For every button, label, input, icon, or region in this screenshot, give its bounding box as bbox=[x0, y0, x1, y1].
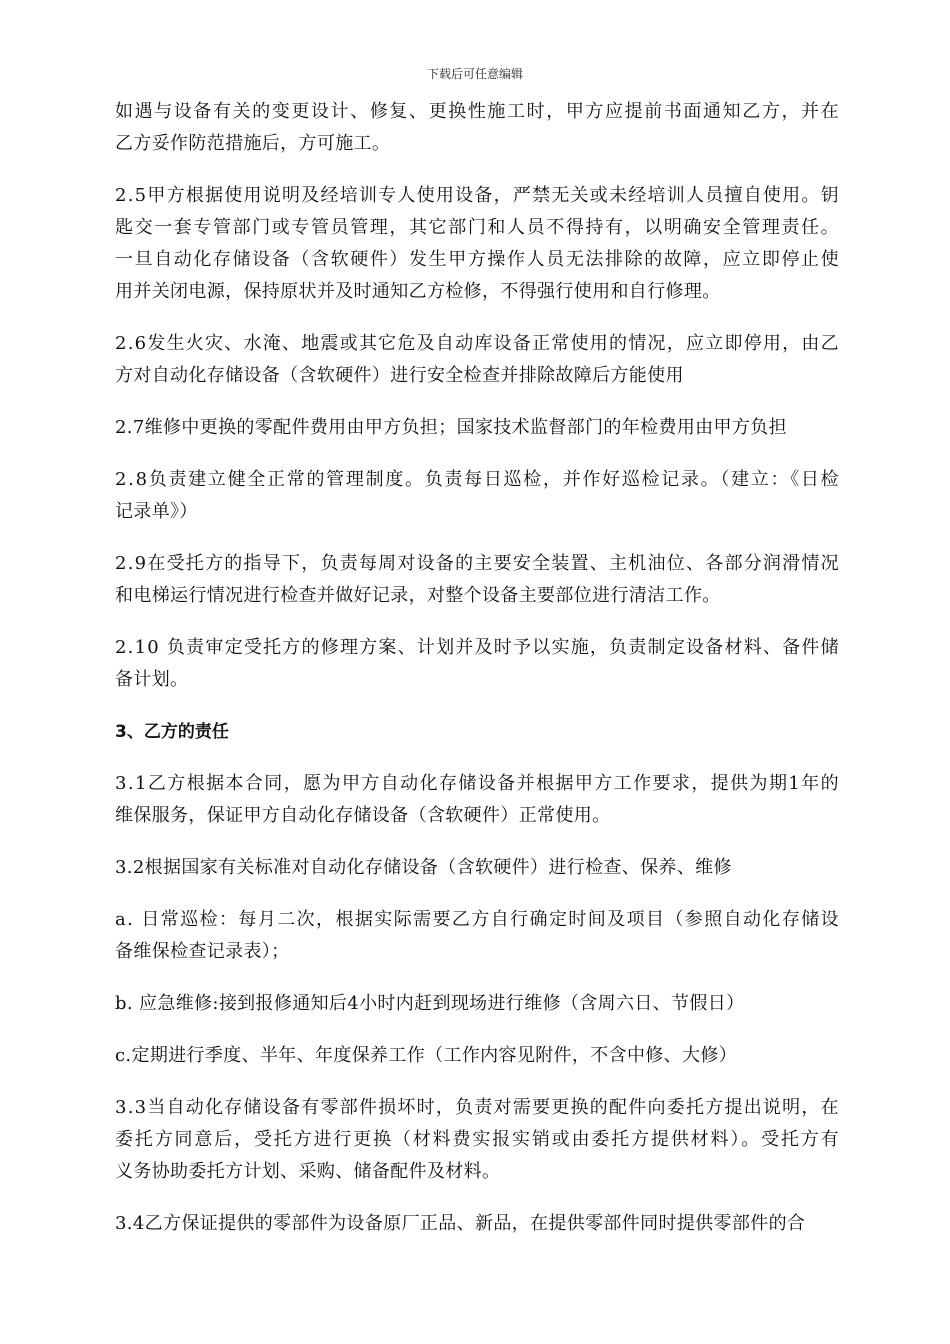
text-line: 匙交一套专管部门或专管员管理，其它部门和人员不得持有，以明确安全管理责任。 bbox=[115, 217, 841, 238]
text-line: 3.4乙方保证提供的零部件为设备原厂正品、新品，在提供零部件同时提供零部件的合 bbox=[115, 1213, 806, 1234]
paragraph bbox=[115, 988, 839, 1020]
paragraph bbox=[115, 412, 839, 444]
paragraph bbox=[115, 1092, 839, 1188]
paragraph bbox=[115, 1040, 839, 1072]
paragraph bbox=[115, 180, 839, 308]
text-line: 备计划。 bbox=[115, 669, 189, 690]
text-line: 记录单》） bbox=[115, 501, 198, 522]
text-line: 和电梯运行情况进行检查并做好记录，对整个设备主要部位进行清洁工作。 bbox=[115, 585, 721, 606]
paragraph bbox=[115, 464, 839, 528]
paragraph bbox=[115, 548, 839, 612]
paragraph bbox=[115, 852, 839, 884]
text-line: 3.3当自动化存储设备有零部件损坏时，负责对需要更换的配件向委托方提出说明，在 bbox=[115, 1097, 840, 1118]
text-line: 2.7维修中更换的零配件费用由甲方负担；国家技术监督部门的年检费用由甲方负担 bbox=[115, 417, 787, 438]
text-line: 委托方同意后，受托方进行更换（材料费实报实销或由委托方提供材料）。受托方有 bbox=[115, 1129, 841, 1150]
page-header-note: 下载后可任意编辑 bbox=[426, 67, 523, 81]
text-line: 3.2根据国家有关标准对自动化存储设备（含软硬件）进行检查、保养、维修 bbox=[115, 857, 732, 878]
text-line: 如遇与设备有关的变更设计、修复、更换性施工时，甲方应提前书面通知乙方，并在 bbox=[115, 101, 841, 122]
text-line: 备维保检查记录表）； bbox=[115, 941, 290, 962]
text-line: 维保服务，保证甲方自动化存储设备（含软硬件）正常使用。 bbox=[115, 805, 611, 826]
text-line: 2.9在受托方的指导下，负责每周对设备的主要安全装置、主机油位、各部分润滑情况 bbox=[115, 553, 840, 574]
text-line: 义务协助委托方计划、采购、储备配件及材料。 bbox=[115, 1161, 501, 1182]
text-line: b. 应急维修:接到报修通知后4小时内赶到现场进行维修（含周六日、节假日） bbox=[115, 993, 745, 1014]
paragraph bbox=[115, 96, 839, 160]
text-line: 用并关闭电源，保持原状并及时通知乙方检修，不得强行使用和自行修理。 bbox=[115, 281, 721, 302]
paragraph bbox=[115, 1208, 839, 1240]
text-line: 2.10 负责审定受托方的修理方案、计划并及时予以实施，负责制定设备材料、备件储 bbox=[115, 637, 840, 658]
text-line: 2.5甲方根据使用说明及经培训专人使用设备，严禁无关或未经培训人员擅自使用。钥 bbox=[115, 185, 840, 206]
text-line: 一旦自动化存储设备（含软硬件）发生甲方操作人员无法排除的故障，应立即停止使 bbox=[115, 249, 841, 270]
text-line: 乙方妥作防范措施后，方可施工。 bbox=[115, 133, 391, 154]
text-line: 3.1乙方根据本合同，愿为甲方自动化存储设备并根据甲方工作要求，提供为期1年的 bbox=[115, 773, 841, 794]
text-line: 方对自动化存储设备（含软硬件）进行安全检查并排除故障后方能使用 bbox=[115, 365, 684, 386]
text-line: c.定期进行季度、半年、年度保养工作（工作内容见附件，不含中修、大修） bbox=[115, 1045, 738, 1066]
text-line: 2.6发生火灾、水淹、地震或其它危及自动库设备正常使用的情况，应立即停用，由乙 bbox=[115, 333, 840, 354]
paragraph bbox=[115, 904, 839, 968]
text-line: 2.8负责建立健全正常的管理制度。负责每日巡检，并作好巡检记录。（建立：《日检 bbox=[115, 469, 841, 490]
paragraph bbox=[115, 328, 839, 392]
section-heading bbox=[115, 716, 839, 748]
document-body bbox=[115, 96, 839, 1260]
text-line: a. 日常巡检：每月二次，根据实际需要乙方自行确定时间及项目（参照自动化存储设 bbox=[115, 909, 841, 930]
text-line: 3、乙方的责任 bbox=[115, 722, 229, 742]
paragraph bbox=[115, 632, 839, 696]
paragraph bbox=[115, 768, 839, 832]
